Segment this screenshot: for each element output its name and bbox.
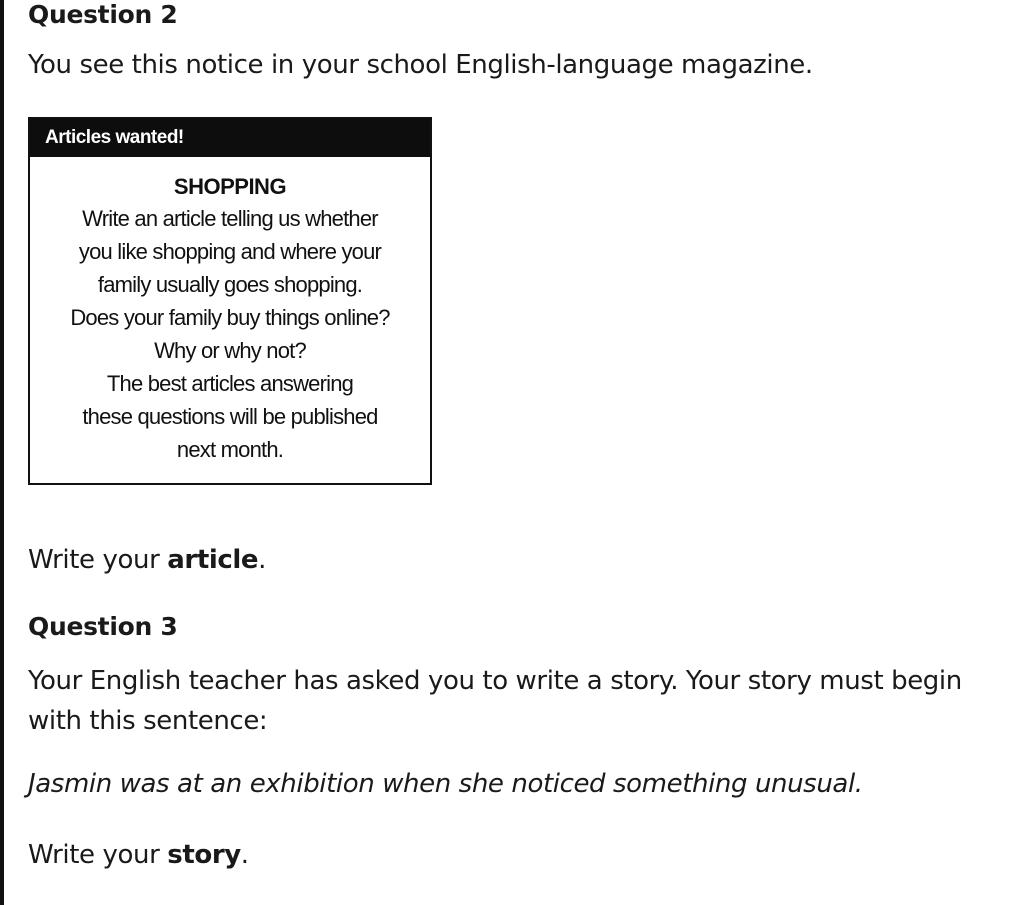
question-3-intro — [28, 661, 962, 741]
task-prefix: Write your — [28, 840, 168, 870]
question-2-task — [28, 545, 266, 575]
task-keyword: article — [167, 545, 259, 575]
question-2-intro: You see this notice in your school English-language magazine. — [28, 50, 813, 80]
question-2-heading: Question 2 — [28, 0, 178, 29]
task-suffix: . — [240, 840, 249, 870]
notice-header: Articles wanted! — [30, 119, 430, 157]
notice-line: you like shopping and where your — [78, 239, 382, 264]
page-left-border — [0, 0, 4, 905]
task-suffix: . — [258, 545, 266, 575]
question-3-heading: Question 3 — [28, 612, 178, 641]
story-opening-sentence: Jasmin was at an exhibition when she noticed something unusual. — [28, 769, 863, 799]
notice-body — [30, 172, 430, 466]
question-3-intro-line: Your English teacher has asked you to write a story. Your story must begin — [28, 666, 962, 696]
exam-page — [26, 0, 1006, 905]
notice-title: SHOPPING — [173, 174, 287, 199]
notice-line: Why or why not? — [154, 338, 306, 363]
notice-line: next month. — [176, 437, 284, 462]
notice-line: Does your family buy things online? — [70, 305, 390, 330]
task-keyword: story — [167, 840, 241, 870]
notice-line: family usually goes shopping. — [97, 272, 363, 297]
question-3-task — [28, 840, 249, 870]
notice-box — [28, 117, 432, 485]
task-prefix: Write your — [28, 545, 168, 575]
notice-line: The best articles answering — [106, 371, 354, 396]
question-3-intro-line: with this sentence: — [28, 706, 268, 736]
notice-line: these questions will be published — [82, 404, 378, 429]
notice-line: Write an article telling us whether — [82, 206, 378, 231]
